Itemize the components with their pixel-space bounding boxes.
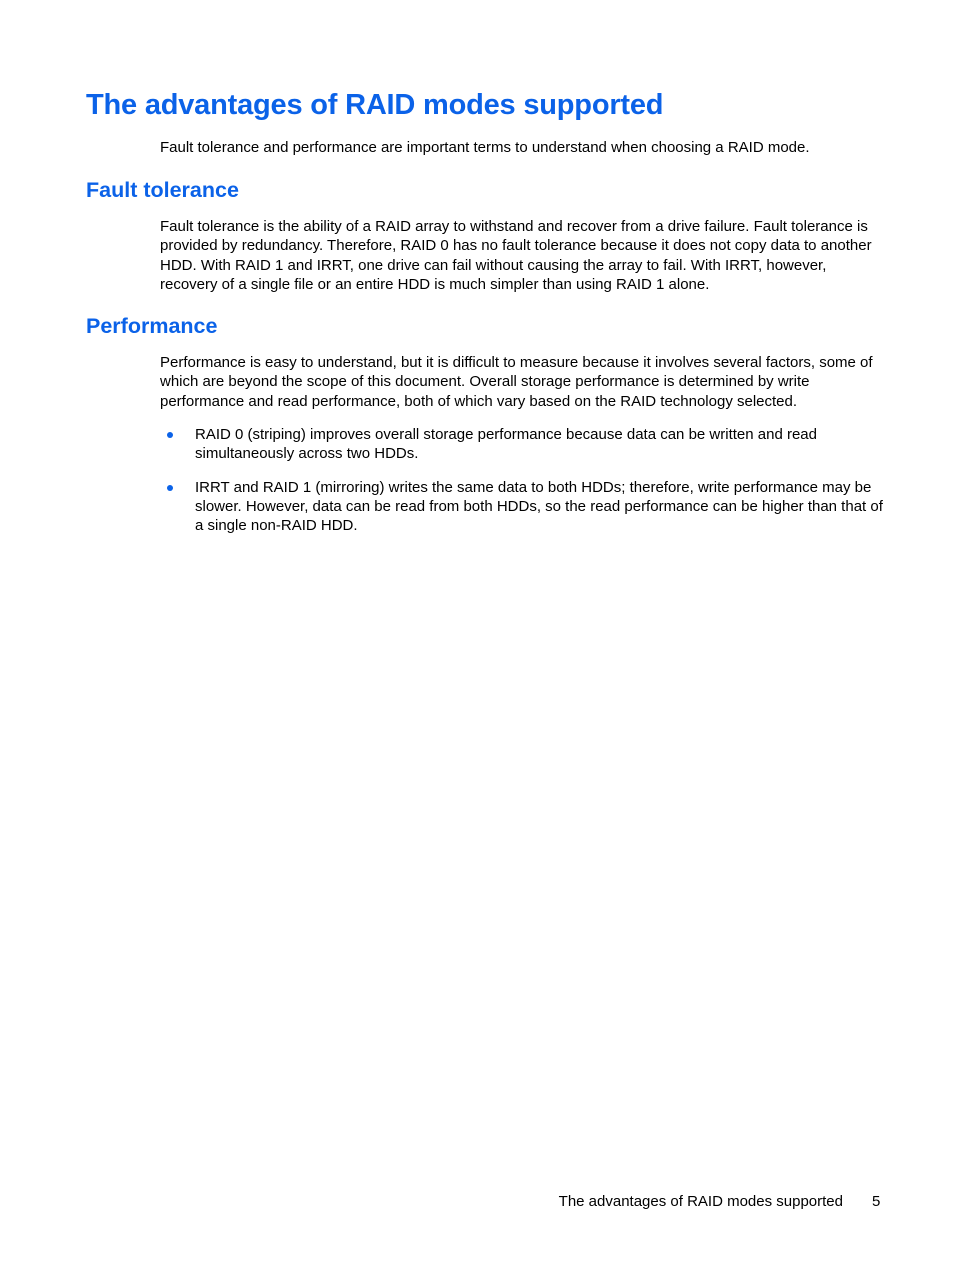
section-heading-performance: Performance xyxy=(86,314,218,338)
bullet-icon xyxy=(167,485,173,491)
intro-paragraph: Fault tolerance and performance are important terms to understand when choosing a RAID mode. xyxy=(160,139,810,156)
section-heading-fault-tolerance: Fault tolerance xyxy=(86,178,239,202)
list-item xyxy=(160,425,888,464)
bullet-text: IRRT and RAID 1 (mirroring) writes the same data to both HDDs; therefore, write performance may be slower. However, data can be read from both HDDs, so the read performance can be higher than that of a single non-RAID HDD. xyxy=(195,478,883,535)
list-item xyxy=(160,478,888,536)
bullet-icon xyxy=(167,432,173,438)
performance-paragraph: Performance is easy to understand, but it is difficult to measure because it involves several factors, some of which are beyond the scope of this document. Overall storage performance is determined by write performance and read performance, both of which vary based on the RAID technology selected. xyxy=(160,354,873,410)
footer-running-title: The advantages of RAID modes supported xyxy=(558,1193,843,1210)
page-title: The advantages of RAID modes supported xyxy=(86,89,664,121)
footer-page-number: 5 xyxy=(872,1193,881,1210)
bullet-text: RAID 0 (striping) improves overall storage performance because data can be written and read simultaneously across two HDDs. xyxy=(195,426,817,463)
performance-bullet-list xyxy=(160,425,888,549)
fault-tolerance-paragraph: Fault tolerance is the ability of a RAID array to withstand and recover from a drive failure. Fault tolerance is provided by redundancy. Therefore, RAID 0 has no fault tolerance because it does not copy data to another HDD. With RAID 1 and IRRT, one drive can fail without causing the array to fail. With IRRT, however, recovery of a single file or an entire HDD is much simpler than using RAID 1 alone. xyxy=(160,218,872,293)
